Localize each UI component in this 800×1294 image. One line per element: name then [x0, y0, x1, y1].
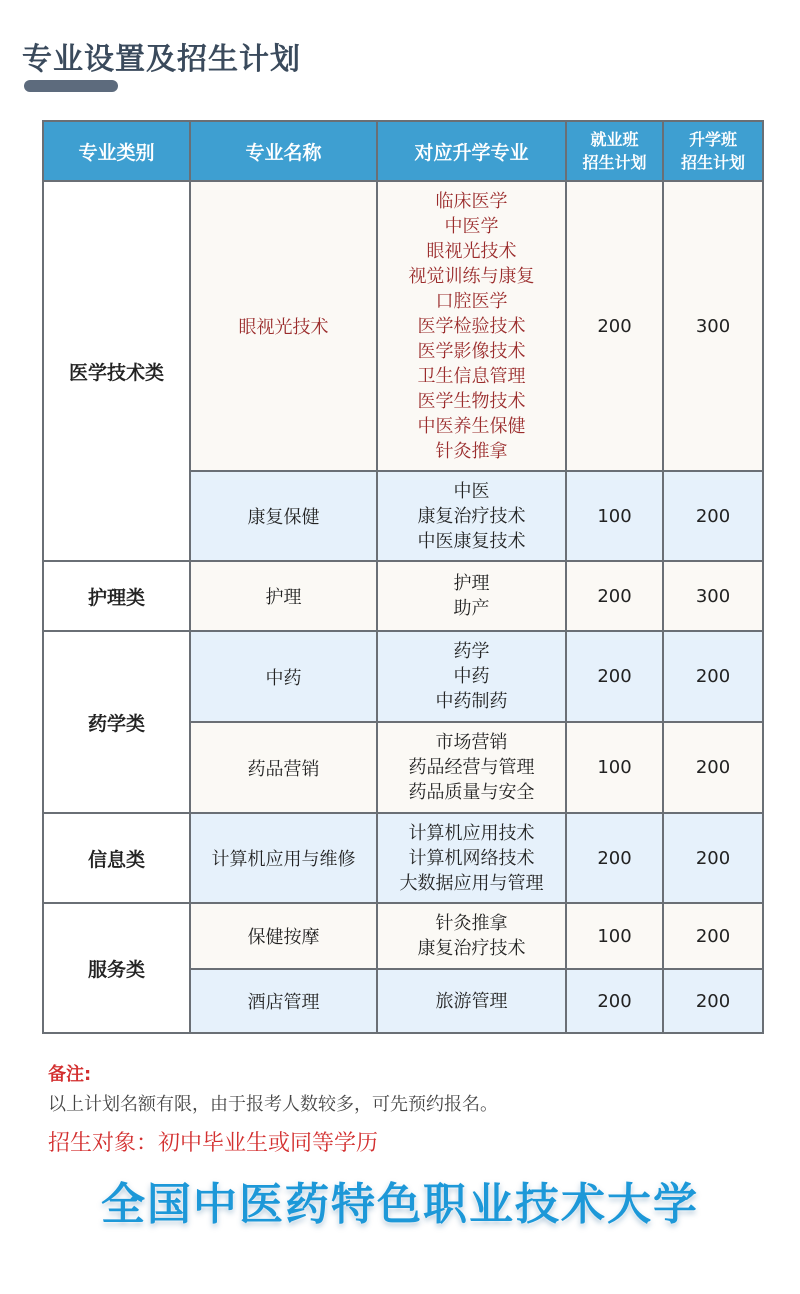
upgrade-item: 护理 [453, 573, 490, 594]
upgrade-item: 中医养生保健 [417, 415, 526, 437]
advance-plan-cell: 200 [663, 969, 763, 1033]
upgrade-item: 中医 [453, 480, 490, 502]
upgrade-item: 口腔医学 [435, 290, 508, 312]
upgrade-item: 助产 [453, 598, 490, 619]
upgrade-item: 大数据应用与管理 [399, 872, 544, 894]
header-major: 专业名称 [190, 121, 377, 181]
advance-plan-cell: 300 [663, 561, 763, 631]
upgrade-item: 卫生信息管理 [417, 365, 526, 387]
upgrade-item: 针灸推拿 [435, 913, 508, 934]
university-name: 全国中医药特色职业技术大学 [101, 1179, 699, 1230]
employment-plan-cell: 100 [566, 903, 663, 969]
major-cell: 康复保健 [190, 471, 377, 561]
upgrade-item: 市场营销 [435, 732, 508, 753]
upgrade-item: 计算机网络技术 [408, 847, 535, 869]
major-cell: 药品营销 [190, 722, 377, 813]
header-advance-line2: 招生计划 [680, 153, 745, 172]
advance-plan-cell: 200 [663, 631, 763, 722]
advance-plan-cell: 300 [663, 181, 763, 471]
table-row [43, 561, 763, 631]
enrollment-plan-table [42, 120, 764, 1034]
table-row [43, 903, 763, 969]
header-advance-plan [663, 121, 763, 181]
upgrade-cell [377, 722, 566, 813]
category-cell: 信息类 [43, 813, 190, 903]
upgrade-item: 中药制药 [435, 691, 508, 712]
upgrade-cell [377, 969, 566, 1033]
employment-plan-cell: 100 [566, 722, 663, 813]
upgrade-item: 中药 [453, 666, 490, 687]
enrollment-target: 招生对象：初中毕业生或同等学历 [48, 1131, 379, 1156]
header-upgrade-major: 对应升学专业 [377, 121, 566, 181]
upgrade-item: 医学检验技术 [417, 315, 526, 337]
upgrade-cell [377, 813, 566, 903]
table-row [43, 631, 763, 722]
upgrade-item: 医学生物技术 [417, 390, 526, 412]
note-label: 备注: [48, 1064, 92, 1085]
header-employment-line1: 就业班 [590, 130, 639, 149]
header-employment-plan [566, 121, 663, 181]
table-row [43, 813, 763, 903]
upgrade-item: 眼视光技术 [426, 240, 517, 262]
advance-plan-cell: 200 [663, 471, 763, 561]
upgrade-item: 计算机应用技术 [408, 822, 535, 844]
upgrade-item: 药学 [453, 641, 490, 662]
table-header-row [43, 121, 763, 181]
upgrade-item: 康复治疗技术 [417, 938, 526, 959]
major-cell: 眼视光技术 [190, 181, 377, 471]
upgrade-item: 中医康复技术 [417, 530, 526, 552]
major-cell: 护理 [190, 561, 377, 631]
header-category: 专业类别 [43, 121, 190, 181]
category-cell: 药学类 [43, 631, 190, 813]
upgrade-cell [377, 471, 566, 561]
upgrade-item: 视觉训练与康复 [408, 265, 535, 287]
upgrade-item: 针灸推拿 [435, 440, 508, 462]
upgrade-item: 药品质量与安全 [408, 782, 535, 803]
employment-plan-cell: 200 [566, 813, 663, 903]
upgrade-item: 中医学 [444, 215, 499, 237]
upgrade-cell [377, 631, 566, 722]
note-text: 以上计划名额有限，由于报考人数较多，可先预约报名。 [48, 1094, 498, 1115]
major-cell: 保健按摩 [190, 903, 377, 969]
major-cell: 中药 [190, 631, 377, 722]
employment-plan-cell: 200 [566, 181, 663, 471]
header-advance-line1: 升学班 [688, 130, 737, 149]
title-underline-bar [24, 80, 118, 92]
advance-plan-cell: 200 [663, 813, 763, 903]
page-title: 专业设置及招生计划 [22, 42, 301, 77]
employment-plan-cell: 100 [566, 471, 663, 561]
upgrade-cell [377, 181, 566, 471]
major-cell: 计算机应用与维修 [190, 813, 377, 903]
advance-plan-cell: 200 [663, 903, 763, 969]
upgrade-item: 临床医学 [435, 190, 508, 212]
employment-plan-cell: 200 [566, 561, 663, 631]
category-cell: 医学技术类 [43, 181, 190, 561]
employment-plan-cell: 200 [566, 631, 663, 722]
upgrade-item: 药品经营与管理 [408, 757, 535, 778]
upgrade-item: 康复治疗技术 [417, 505, 526, 527]
upgrade-item: 旅游管理 [435, 990, 508, 1012]
header-employment-line2: 招生计划 [582, 153, 647, 172]
table-row [43, 181, 763, 471]
upgrade-cell [377, 903, 566, 969]
category-cell: 护理类 [43, 561, 190, 631]
major-cell: 酒店管理 [190, 969, 377, 1033]
upgrade-cell [377, 561, 566, 631]
employment-plan-cell: 200 [566, 969, 663, 1033]
advance-plan-cell: 200 [663, 722, 763, 813]
upgrade-item: 医学影像技术 [417, 340, 526, 362]
category-cell: 服务类 [43, 903, 190, 1033]
